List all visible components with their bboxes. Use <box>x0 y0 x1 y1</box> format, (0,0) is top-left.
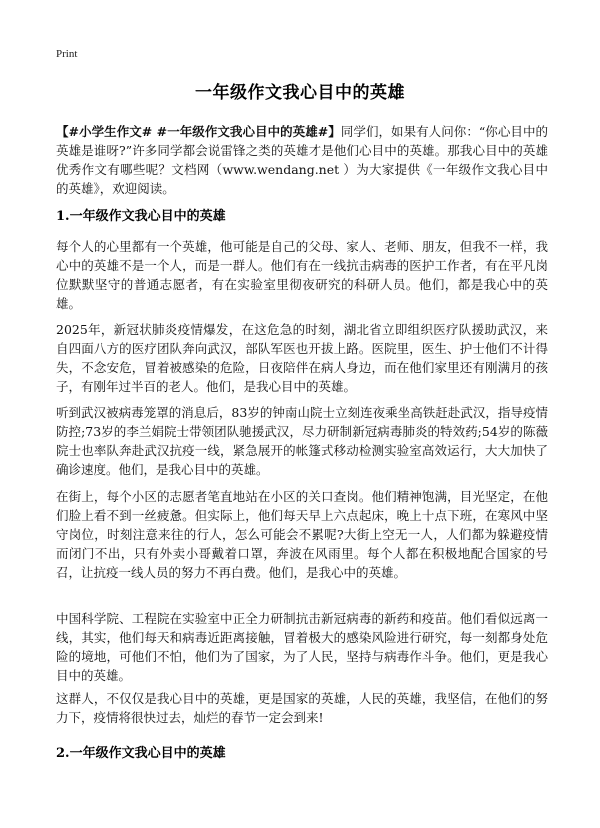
paragraph: 2025年，新冠状肺炎疫情爆发，在这危急的时刻，湖北省立即组织医疗队援助武汉，来自四面八方的医疗团队奔向武汉，部队军医也开拔上路。医院里，医生、护士他们不计得失，不念安危，冒着被感染的危险，日夜陪伴在病人身边，而在他们家里还有刚满月的孩子，有刚年过半百的老人。他们，是我心目中的英雄。 <box>56 322 548 394</box>
paragraph: 在街上，每个小区的志愿者笔直地站在小区的关口查岗。他们精神饱满，目光坚定，在他们脸上看不到一丝疲惫。但实际上，他们每天早上六点起床，晚上十点下班，在寒风中坚守岗位，时刻注意来往的行人，怎么可能会不累呢?大街上空无一人，人们都为躲避疫情而闭门不出，只有外卖小哥戴着口罩，奔波在风雨里。每个人都在积极地配合国家的号召，让抗疫一线人员的努力不再白费。他们，是我心中的英雄。 <box>56 489 548 580</box>
paragraph: 中国科学院、工程院在实验室中正全力研制抗击新冠病毒的新药和疫苗。他们看似远离一线，其实，他们每天和病毒近距离接触，冒着极大的感染风险进行研究，每一刻都身处危险的境地，可他们不怕，他们为了国家，为了人民，坚持与病毒作斗争。他们，更是我心目中的英雄。 <box>56 611 548 683</box>
intro-paragraph <box>56 122 548 198</box>
section-heading-2: 2.一年级作文我心目中的英雄 <box>56 746 226 761</box>
paragraph: 每个人的心里都有一个英雄，他可能是自己的父母、家人、老师、朋友，但我不一样，我心中的英雄不是一个人，而是一群人。他们有在一线抗击病毒的医护工作者，有在平凡岗位默默坚守的普通志愿者，有在实验室里彻夜研究的科研人员。他们，都是我心中的英雄。 <box>56 239 548 311</box>
paragraph: 听到武汉被病毒笼罩的消息后，83岁的钟南山院士立刻连夜乘坐高铁赶赴武汉，指导疫情防控;73岁的李兰娟院士带领团队驰援武汉，尽力研制新冠病毒肺炎的特效药;54岁的陈薇院士也率队奔赴武汉抗疫一线，紧急展开的帐篷式移动检测实验室高效运行，大大加快了确诊速度。他们，是我心目中的英雄。 <box>56 405 548 477</box>
paragraph: 这群人，不仅仅是我心目中的英雄，更是国家的英雄，人民的英雄，我坚信，在他们的努力下，疫情将很快过去，灿烂的春节一定会到来! <box>56 691 548 725</box>
intro-tag: 【#小学生作文# #一年级作文我心目中的英雄#】 <box>56 124 341 139</box>
intro-text: 同学们，如果有人问你：“你心目中的英雄是谁呀?”许多同学都会说雷锋之类的英雄才是他们心目中的英雄。那我心目中的英雄优秀作文有哪些呢？文档网（www.wendang.net ）为大家提供《一年级作文我心目中的英雄》，欢迎阅读。 <box>56 124 548 196</box>
section-heading-1: 1.一年级作文我心目中的英雄 <box>56 209 226 224</box>
print-label: Print <box>56 48 78 60</box>
document-title: 一年级作文我心目中的英雄 <box>195 83 405 103</box>
